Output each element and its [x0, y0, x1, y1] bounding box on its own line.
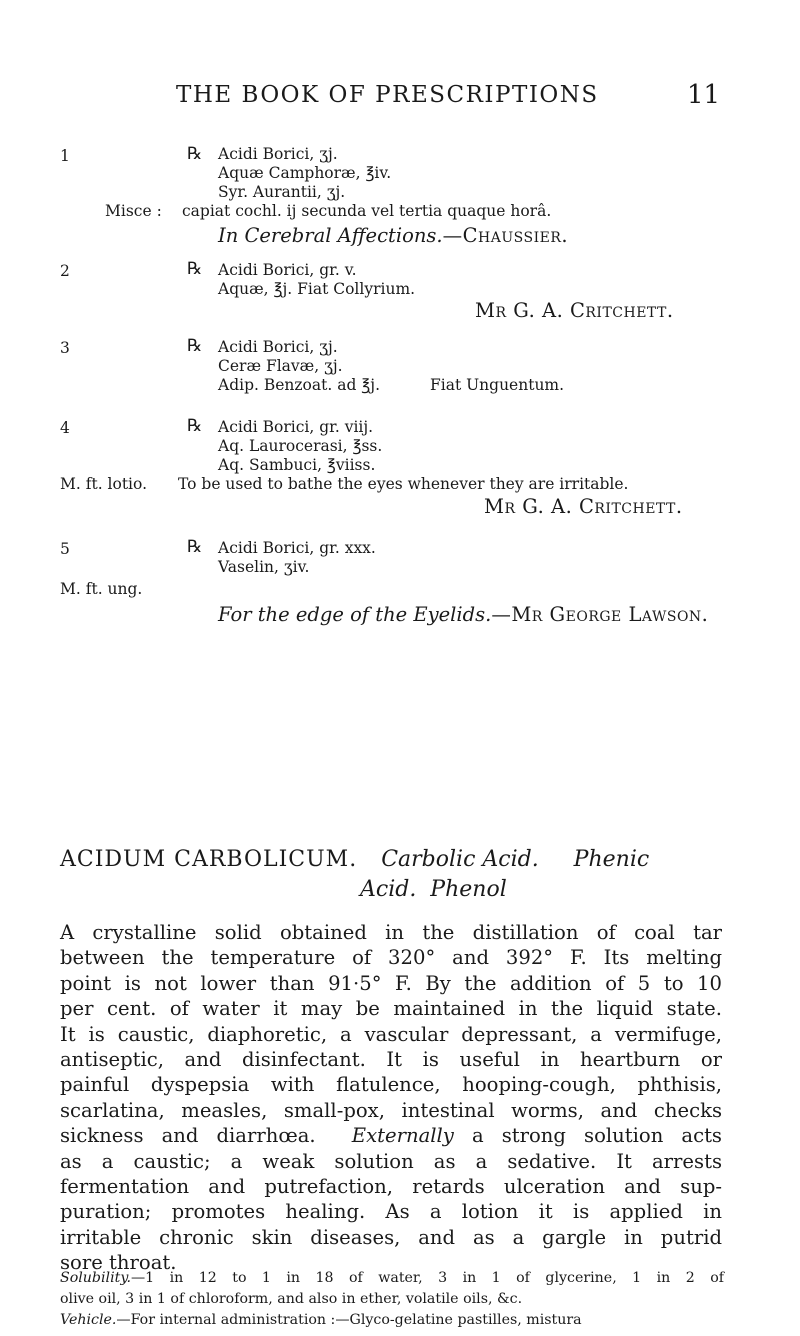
ingredient-line: Acidi Borici, ʒj. — [218, 145, 338, 163]
rx-symbol: ℞ — [187, 336, 203, 356]
page-number: 11 — [687, 80, 721, 110]
prescription-number: 2 — [60, 262, 70, 280]
paragraph-text: sickness and diarrhœa. — [60, 1124, 316, 1148]
ingredient-line: Acidi Borici, ʒj. — [218, 338, 338, 356]
vehicle-label: Vehicle. — [60, 1312, 117, 1328]
directions-text: capiat cochl. ij secunda vel tertia quaque horâ. — [182, 202, 552, 220]
paragraph-line: scarlatina, measles, small-pox, intestinal worms, and checks — [60, 1098, 722, 1122]
emphasis-externally: Externally — [351, 1124, 454, 1148]
directions-label: M. ft. ung. — [60, 580, 143, 598]
paragraph-line: puration; promotes healing. As a lotion it is applied in — [60, 1200, 722, 1224]
rx-symbol: ℞ — [187, 537, 203, 557]
solubility-label: Solubility. — [60, 1270, 131, 1286]
note-text: —For internal administration :—Glyco-gelatine pastilles, mistura — [116, 1312, 582, 1328]
ingredient-line: Adip. Benzoat. ad ℥j. — [218, 376, 380, 394]
description-paragraph — [60, 920, 722, 1275]
paragraph-line: point is not lower than 91·5° F. By the addition of 5 to 10 — [60, 971, 722, 995]
paragraph-line: between the temperature of 320° and 392° F. Its melting — [60, 946, 722, 970]
ingredient-line: Vaselin, ʒiv. — [218, 558, 310, 576]
ingredient-line: Syr. Aurantii, ʒj. — [218, 183, 346, 201]
prescription-number: 3 — [60, 339, 70, 357]
section-synonyms: Carbolic Acid. Phenic — [381, 847, 650, 872]
paragraph-line: as a caustic; a weak solution as a sedative. It arrests — [60, 1149, 722, 1173]
credit-context: For the edge of the Eyelids. — [218, 603, 492, 626]
prescription-credit — [218, 603, 708, 626]
paragraph-line: irritable chronic skin diseases, and as a gargle in putrid — [60, 1225, 722, 1249]
rx-symbol: ℞ — [187, 416, 203, 436]
ingredient-line: Aquæ, ℥j. Fiat Collyrium. — [218, 280, 416, 298]
note-line — [60, 1310, 724, 1331]
paragraph-line: It is caustic, diaphoretic, a vascular depressant, a vermifuge, — [60, 1022, 722, 1046]
rx-symbol: ℞ — [187, 259, 203, 279]
solubility-note — [60, 1268, 724, 1310]
note-line — [60, 1268, 724, 1289]
ingredient-line: Acidi Borici, gr. v. — [218, 261, 357, 279]
paragraph-line: A crystalline solid obtained in the distillation of coal tar — [60, 921, 722, 944]
prescription-number: 1 — [60, 147, 70, 165]
ingredient-line: Aquæ Camphoræ, ℥iv. — [218, 164, 392, 182]
prescription-credit — [218, 224, 568, 247]
paragraph-line: sore throat. — [60, 1251, 177, 1275]
note-line: olive oil, 3 in 1 of chloroform, and also in ether, volatile oils, &c. — [60, 1291, 523, 1307]
trailing-direction: Fiat Unguentum. — [430, 376, 565, 394]
directions-text: To be used to bathe the eyes whenever they are irritable. — [178, 475, 629, 493]
paragraph-line: painful dyspepsia with flatulence, hooping-cough, phthisis, — [60, 1073, 722, 1097]
ingredient-line: Ceræ Flavæ, ʒj. — [218, 357, 343, 375]
running-head: THE BOOK OF PRESCRIPTIONS — [176, 82, 599, 108]
ingredient-line: Acidi Borici, gr. viij. — [218, 418, 374, 436]
credit-author: —Chaussier. — [442, 224, 569, 247]
credit-author: Mr G. A. Critchett. — [475, 299, 674, 322]
credit-author: Mr G. A. Critchett. — [484, 495, 683, 518]
ingredient-line: Aq. Sambuci, ℥viiss. — [218, 456, 376, 474]
rx-symbol: ℞ — [187, 144, 203, 164]
credit-author: —Mr George Lawson. — [491, 603, 709, 626]
prescription-number: 4 — [60, 419, 70, 437]
paragraph-text: a strong solution acts — [453, 1124, 722, 1148]
paragraph-line — [60, 1123, 722, 1148]
directions-label: M. ft. lotio. — [60, 475, 148, 493]
credit-context: In Cerebral Affections. — [218, 224, 443, 247]
paragraph-line: fermentation and putrefaction, retards ulceration and sup- — [60, 1174, 722, 1198]
paragraph-line: antiseptic, and disinfectant. It is useful in heartburn or — [60, 1047, 722, 1071]
note-text: —1 in 12 to 1 in 18 of water, 3 in 1 of glycerine, 1 in 2 of — [130, 1270, 724, 1286]
section-title: ACIDUM CARBOLICUM. — [60, 847, 358, 872]
section-heading — [60, 847, 649, 872]
prescription-number: 5 — [60, 540, 70, 558]
section-synonyms-continued: Acid. Phenol — [360, 877, 507, 902]
ingredient-line: Aq. Laurocerasi, ℥ss. — [218, 437, 383, 455]
ingredient-line: Acidi Borici, gr. xxx. — [218, 539, 376, 557]
vehicle-note — [60, 1310, 724, 1331]
paragraph-line: per cent. of water it may be maintained in the liquid state. — [60, 997, 722, 1021]
directions-label: Misce : — [105, 202, 162, 220]
